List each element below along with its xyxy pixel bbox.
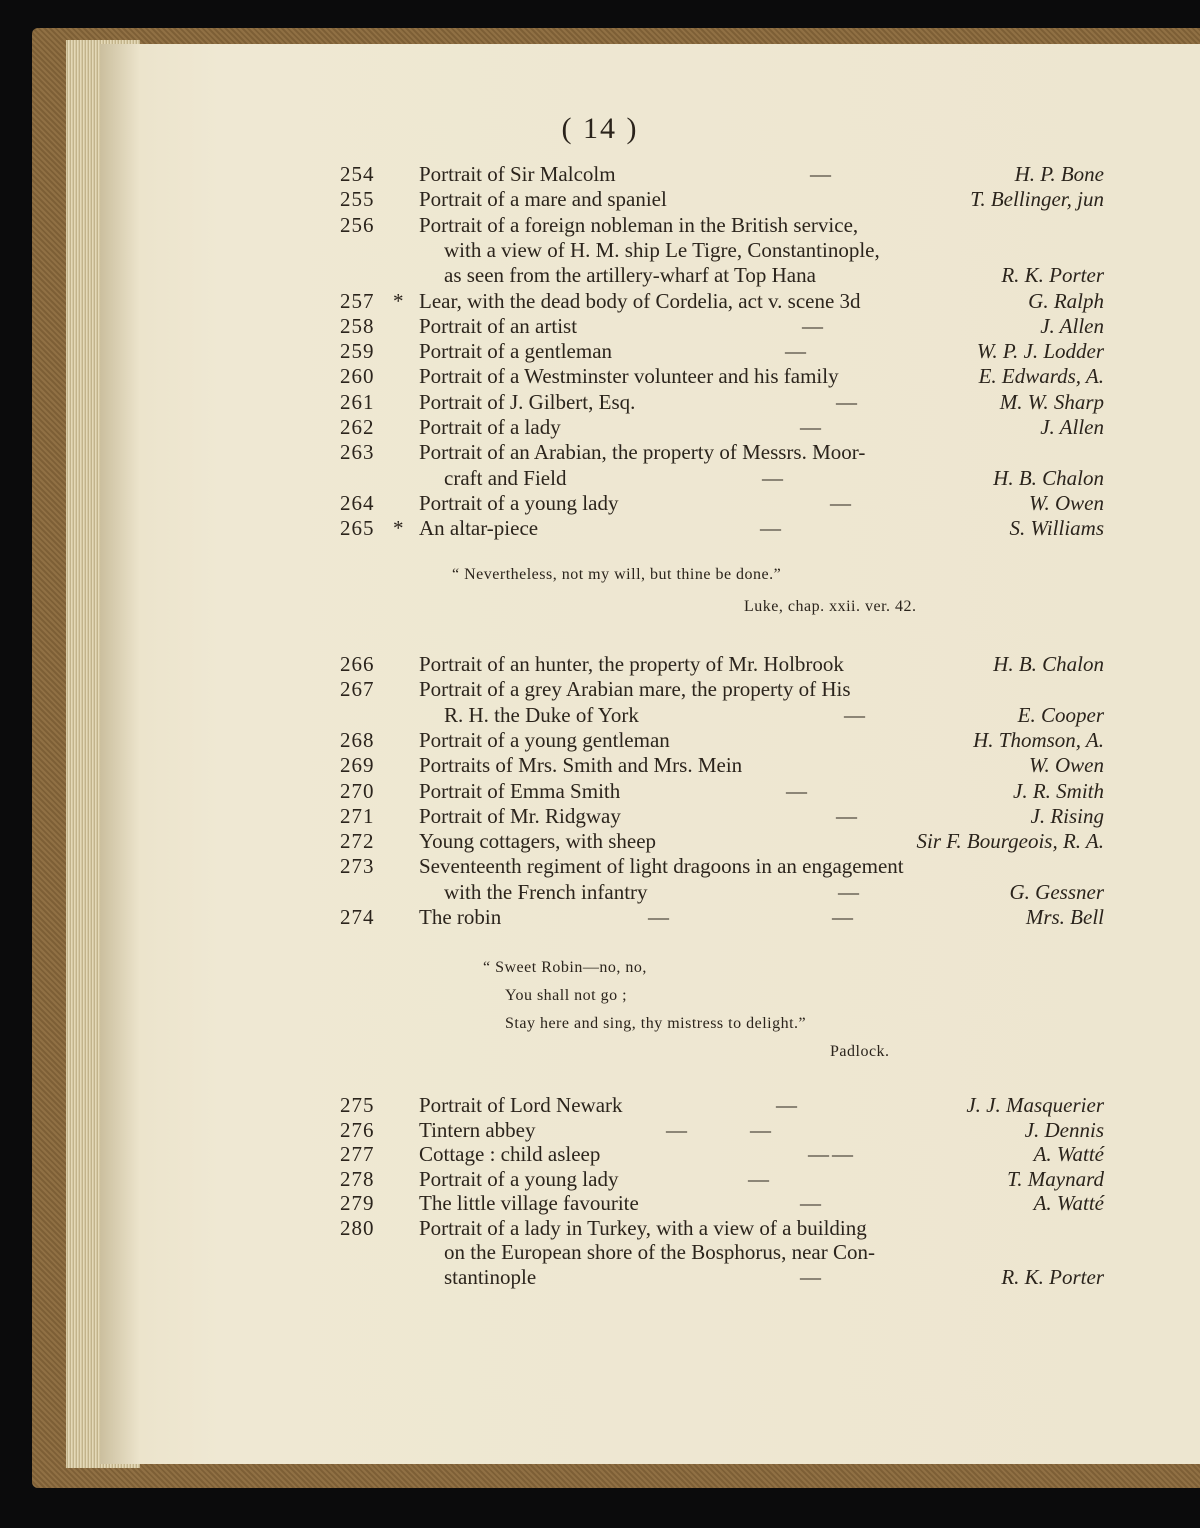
entry-artist: E. Cooper bbox=[1017, 702, 1104, 727]
entry-number: 268 bbox=[340, 727, 375, 752]
entry-dash: — bbox=[836, 389, 857, 414]
entry-title: Portrait of an hunter, the property of Mr. Holbrook bbox=[419, 652, 844, 676]
entry-artist: A. Watté bbox=[1033, 1191, 1104, 1215]
entry-title: An altar-piece bbox=[419, 516, 539, 541]
entry-dash: — bbox=[776, 1093, 797, 1117]
catalogue-line bbox=[0, 263, 1200, 289]
entry-dash: — bbox=[760, 516, 781, 541]
entry-dash: — bbox=[802, 313, 823, 338]
catalogue-line bbox=[0, 753, 1200, 779]
catalogue-line bbox=[0, 339, 1200, 365]
catalogue-line bbox=[0, 390, 1200, 416]
entry-artist: G. Ralph bbox=[1028, 288, 1104, 313]
entry-title: on the European shore of the Bosphorus, near Con- bbox=[444, 1240, 875, 1264]
catalogue-line bbox=[0, 1167, 1200, 1193]
quote-1-line-1: “ Nevertheless, not my will, but thine be done.” bbox=[452, 566, 782, 583]
entry-artist: T. Maynard bbox=[1007, 1166, 1104, 1191]
quote-2-line-1: “ Sweet Robin—no, no, bbox=[483, 959, 647, 976]
catalogue-line bbox=[0, 703, 1200, 729]
entry-dash: — bbox=[830, 490, 851, 515]
entry-dash: — bbox=[750, 1117, 771, 1142]
entry-title: Portrait of a young lady bbox=[419, 490, 619, 515]
entry-artist: W. Owen bbox=[1028, 490, 1104, 515]
quote-1-citation: Luke, chap. xxii. ver. 42. bbox=[744, 598, 917, 615]
entry-title: R. H. the Duke of York bbox=[444, 702, 639, 727]
entry-dash: — bbox=[838, 879, 859, 904]
entry-number: 266 bbox=[340, 652, 375, 676]
entry-title: Portrait of a grey Arabian mare, the property of His bbox=[419, 677, 851, 702]
entry-title: Portrait of J. Gilbert, Esq. bbox=[419, 389, 636, 414]
catalogue-line bbox=[0, 314, 1200, 340]
catalogue-line bbox=[0, 466, 1200, 492]
entry-artist: J. Rising bbox=[1030, 803, 1104, 828]
catalogue-line bbox=[0, 289, 1200, 315]
catalogue-line bbox=[0, 415, 1200, 441]
entry-artist: Mrs. Bell bbox=[1025, 905, 1104, 929]
entry-artist: H. B. Chalon bbox=[993, 652, 1104, 676]
entry-number: 259 bbox=[340, 339, 375, 364]
catalogue-line bbox=[0, 1216, 1200, 1242]
quote-2-citation: Padlock. bbox=[830, 1043, 890, 1060]
catalogue-line bbox=[0, 854, 1200, 880]
catalogue-line bbox=[0, 364, 1200, 390]
entry-number: 254 bbox=[340, 162, 375, 186]
entry-number: 277 bbox=[340, 1142, 375, 1166]
entry-number: 276 bbox=[340, 1117, 375, 1142]
entry-dash: — bbox=[810, 162, 831, 186]
entry-number: 278 bbox=[340, 1166, 375, 1191]
entry-number: 272 bbox=[340, 829, 375, 854]
entry-number: 269 bbox=[340, 753, 375, 778]
catalogue-line bbox=[0, 187, 1200, 213]
entry-artist: S. Williams bbox=[1009, 516, 1104, 541]
entry-artist: W. Owen bbox=[1028, 753, 1104, 778]
entry-number: 258 bbox=[340, 313, 375, 338]
entry-artist: W. P. J. Lodder bbox=[976, 339, 1104, 364]
entry-artist: J. R. Smith bbox=[1013, 778, 1104, 803]
entry-asterisk: * bbox=[393, 516, 404, 541]
entry-artist: J. Allen bbox=[1040, 313, 1104, 338]
catalogue-line bbox=[0, 213, 1200, 239]
entry-title: as seen from the artillery-wharf at Top Hana bbox=[444, 263, 816, 288]
entry-artist: M. W. Sharp bbox=[999, 389, 1104, 414]
entry-dash: — bbox=[800, 415, 821, 439]
catalogue-line bbox=[0, 728, 1200, 754]
catalogue-line bbox=[0, 804, 1200, 830]
entry-number: 280 bbox=[340, 1215, 375, 1240]
entry-artist: A. Watté bbox=[1033, 1142, 1104, 1166]
entry-artist: E. Edwards, A. bbox=[978, 364, 1104, 389]
catalogue-line bbox=[0, 1191, 1200, 1217]
entry-number: 274 bbox=[340, 905, 375, 929]
catalogue-line bbox=[0, 677, 1200, 703]
catalogue-line bbox=[0, 162, 1200, 188]
entry-dash: — bbox=[832, 905, 853, 929]
entry-number: 262 bbox=[340, 415, 375, 439]
entry-title: Seventeenth regiment of light dragoons in an engagement bbox=[419, 854, 904, 879]
entry-artist: J. J. Masquerier bbox=[966, 1093, 1104, 1117]
entry-dash: — bbox=[648, 905, 669, 929]
catalogue-line bbox=[0, 905, 1200, 931]
entry-title: Portrait of Mr. Ridgway bbox=[419, 803, 621, 828]
entry-title: The robin bbox=[419, 905, 502, 929]
entry-artist: R. K. Porter bbox=[1001, 263, 1104, 288]
entry-artist: H. P. Bone bbox=[1014, 162, 1104, 186]
entry-dash: — bbox=[666, 1117, 687, 1142]
entry-title: with a view of H. M. ship Le Tigre, Constantinople, bbox=[444, 237, 880, 262]
entry-title: Tintern abbey bbox=[419, 1117, 536, 1142]
page-number: ( 14 ) bbox=[561, 112, 639, 145]
entry-dash: — bbox=[800, 1191, 821, 1215]
catalogue-line bbox=[0, 1240, 1200, 1266]
entry-artist: H. B. Chalon bbox=[993, 465, 1104, 490]
entry-number: 267 bbox=[340, 677, 375, 702]
catalogue-line bbox=[0, 238, 1200, 264]
entry-title: craft and Field bbox=[444, 465, 567, 490]
entry-dash: — bbox=[786, 778, 807, 803]
catalogue-line bbox=[0, 491, 1200, 517]
entry-title: Portrait of Emma Smith bbox=[419, 778, 621, 803]
entry-title: Portrait of a Westminster volunteer and his family bbox=[419, 364, 839, 389]
entry-dash: — bbox=[844, 702, 865, 727]
entry-title: Portrait of a young lady bbox=[419, 1166, 619, 1191]
entry-artist: J. Dennis bbox=[1024, 1117, 1104, 1142]
entry-number: 263 bbox=[340, 440, 375, 465]
entry-artist: J. Allen bbox=[1040, 415, 1104, 439]
entry-artist: T. Bellinger, jun bbox=[970, 187, 1104, 212]
entry-dash: — bbox=[836, 803, 857, 828]
entry-number: 270 bbox=[340, 778, 375, 803]
entry-title: The little village favourite bbox=[419, 1191, 639, 1215]
quote-2-line-2: You shall not go ; bbox=[505, 987, 628, 1004]
entry-dash: — bbox=[748, 1166, 769, 1191]
entry-dash: — bbox=[800, 1264, 821, 1289]
entry-title: Portrait of a mare and spaniel bbox=[419, 187, 667, 212]
entry-title: Cottage : child asleep bbox=[419, 1142, 601, 1166]
entry-dash: — bbox=[785, 339, 806, 364]
entry-number: 275 bbox=[340, 1093, 375, 1117]
catalogue-line bbox=[0, 516, 1200, 542]
catalogue-line bbox=[0, 652, 1200, 678]
catalogue-line bbox=[0, 829, 1200, 855]
catalogue-line bbox=[0, 440, 1200, 466]
catalogue-line bbox=[0, 1118, 1200, 1144]
entry-number: 273 bbox=[340, 854, 375, 879]
entry-title: Portrait of a lady in Turkey, with a view of a building bbox=[419, 1215, 867, 1240]
entry-title: Portrait of an Arabian, the property of Messrs. Moor- bbox=[419, 440, 866, 465]
entry-title: Young cottagers, with sheep bbox=[419, 829, 657, 854]
entry-title: Portrait of a young gentleman bbox=[419, 727, 670, 752]
entry-artist: H. Thomson, A. bbox=[973, 727, 1104, 752]
entry-artist: G. Gessner bbox=[1009, 879, 1104, 904]
entry-number: 255 bbox=[340, 187, 375, 212]
entry-number: 271 bbox=[340, 803, 375, 828]
entry-title: Portrait of a gentleman bbox=[419, 339, 613, 364]
entry-title: Portrait of Lord Newark bbox=[419, 1093, 623, 1117]
catalogue-line bbox=[0, 880, 1200, 906]
catalogue-line bbox=[0, 779, 1200, 805]
entry-number: 261 bbox=[340, 389, 375, 414]
entry-dash: — bbox=[762, 465, 783, 490]
entry-dash: — bbox=[832, 1142, 853, 1166]
entry-title: Portrait of a lady bbox=[419, 415, 561, 439]
entry-title: Lear, with the dead body of Cordelia, act v. scene 3d bbox=[419, 288, 861, 313]
entry-number: 257 bbox=[340, 288, 375, 313]
catalogue-line bbox=[0, 1265, 1200, 1291]
entry-title: with the French infantry bbox=[444, 879, 648, 904]
entry-title: stantinople bbox=[444, 1264, 537, 1289]
entry-title: Portrait of an artist bbox=[419, 313, 578, 338]
catalogue-line bbox=[0, 1142, 1200, 1168]
entry-artist: Sir F. Bourgeois, R. A. bbox=[916, 829, 1104, 854]
entry-number: 260 bbox=[340, 364, 375, 389]
entry-number: 265 bbox=[340, 516, 375, 541]
catalogue-line bbox=[0, 1093, 1200, 1119]
entry-dash: — bbox=[808, 1142, 829, 1166]
entry-title: Portraits of Mrs. Smith and Mrs. Mein bbox=[419, 753, 743, 778]
entry-artist: R. K. Porter bbox=[1001, 1264, 1104, 1289]
quote-2-line-3: Stay here and sing, thy mistress to delight.” bbox=[505, 1015, 807, 1032]
entry-number: 264 bbox=[340, 490, 375, 515]
entry-title: Portrait of Sir Malcolm bbox=[419, 162, 616, 186]
entry-number: 256 bbox=[340, 212, 375, 237]
entry-asterisk: * bbox=[393, 288, 404, 313]
entry-title: Portrait of a foreign nobleman in the British service, bbox=[419, 212, 859, 237]
entry-number: 279 bbox=[340, 1191, 375, 1215]
